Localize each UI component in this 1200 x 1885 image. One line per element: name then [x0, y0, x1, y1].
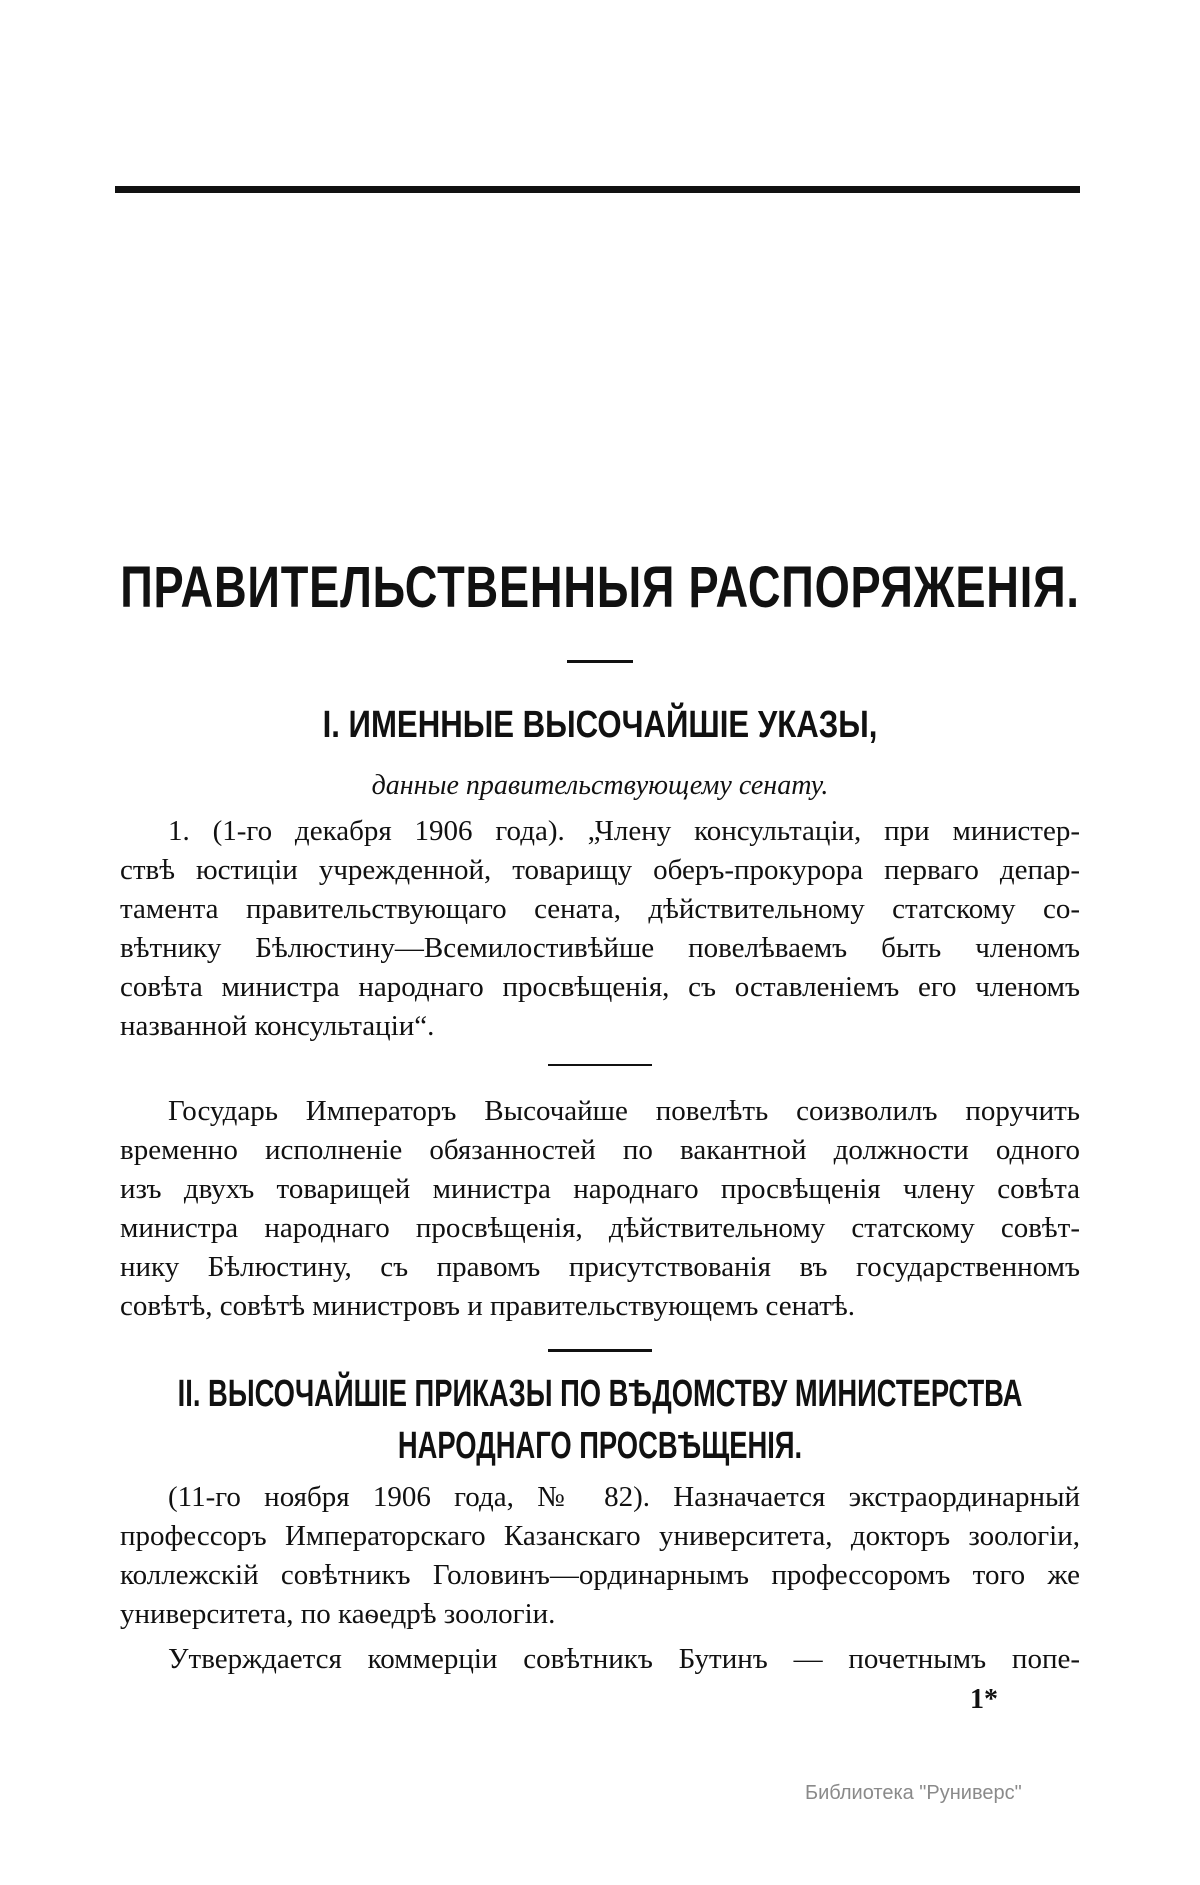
text-line: совѣта министра народнаго просвѣщенія, съ оставленіемъ его членомъ	[120, 971, 1080, 1003]
section-1-subtitle: данные правительствующему сенату.	[371, 770, 829, 801]
text-line: тамента правительствующаго сената, дѣйствительному статскому со-	[120, 893, 1080, 925]
section-1-heading: I. ИМЕННЫЕ ВЫСОЧАЙШІЕ УКАЗЫ,	[322, 704, 878, 746]
text-line: совѣтѣ, совѣтѣ министровъ и правительствующемъ сенатѣ.	[120, 1290, 855, 1322]
text-line: изъ двухъ товарищей министра народнаго просвѣщенія члену совѣта	[120, 1173, 1080, 1205]
divider	[548, 1349, 652, 1352]
divider	[548, 1064, 652, 1066]
section-2-heading-line: НАРОДНАГО ПРОСВѢЩЕНІЯ.	[397, 1425, 803, 1467]
text-line: Государь Императоръ Высочайше повелѣть соизволилъ поручить	[168, 1095, 1080, 1127]
section-2-heading	[24, 1368, 1176, 1472]
library-watermark: Библиотека "Руниверс"	[805, 1782, 1022, 1804]
page-title: ПРАВИТЕЛЬСТВЕННЫЯ РАСПОРЯЖЕНІЯ.	[120, 555, 1080, 620]
text-line: коллежскій совѣтникъ Головинъ—ординарнымъ профессоромъ того же	[120, 1559, 1080, 1591]
text-line: Утверждается коммерціи совѣтникъ Бутинъ — почетнымъ попе-	[168, 1643, 1080, 1675]
section-2-paragraph-2	[120, 1640, 1080, 1679]
section-2-paragraph-1	[120, 1478, 1080, 1634]
text-line: вѣтнику Бѣлюстину—Всемилостивѣйше повелѣваемъ быть членомъ	[120, 932, 1080, 964]
text-line: временно исполненіе обязанностей по вакантной должности одного	[120, 1134, 1080, 1166]
text-line: названной консультаціи“.	[120, 1010, 435, 1042]
divider	[567, 660, 633, 663]
text-line: нику Бѣлюстину, съ правомъ присутствованія въ государственномъ	[120, 1251, 1080, 1283]
top-rule	[115, 186, 1080, 193]
text-line: 1. (1-го декабря 1906 года). „Члену консультаціи, при министер-	[168, 815, 1080, 847]
text-line: министра народнаго просвѣщенія, дѣйствительному статскому совѣт-	[120, 1212, 1080, 1244]
section-2-heading-line: II. ВЫСОЧАЙШІЕ ПРИКАЗЫ ПО ВѢДОМСТВУ МИНИСТЕРСТВА	[177, 1373, 1023, 1415]
page-number: 1*	[970, 1684, 998, 1715]
text-line: (11-го ноября 1906 года, № 82). Назначается экстраординарный	[168, 1481, 1080, 1513]
section-1-paragraph-2	[120, 1092, 1080, 1326]
text-line: университета, по каѳедрѣ зоологіи.	[120, 1598, 556, 1630]
section-1-paragraph-1	[120, 812, 1080, 1046]
text-line: ствѣ юстиціи учрежденной, товарищу оберъ-прокурора перваго депар-	[120, 854, 1080, 886]
text-line: профессоръ Императорскаго Казанскаго университета, докторъ зоологіи,	[120, 1520, 1080, 1552]
